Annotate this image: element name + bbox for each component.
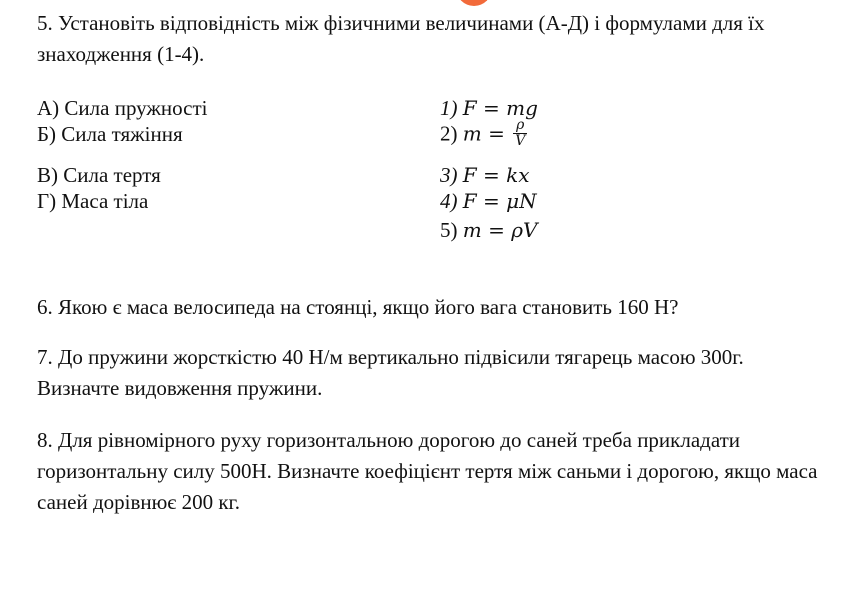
- formula-number: 1): [440, 96, 458, 120]
- question-7-text: 7. До пружини жорсткістю 40 Н/м вертикально підвісили тягарець масою 300г. Визначте видовження пружини.: [37, 345, 744, 400]
- formula-number: 4): [440, 189, 458, 213]
- formula-expression: m =: [462, 121, 512, 146]
- quantity-item: А) Сила пружності: [37, 96, 208, 120]
- quantity-item: Б) Сила тяжіння: [37, 122, 183, 146]
- formula-item: [440, 218, 537, 242]
- question-8-text: 8. Для рівномірного руху горизонтальною дорогою до саней треба прикладати горизонтальну силу 500Н. Визначте коефіцієнт тертя між саньми і дорогою, якщо маса саней дорівнює 200 кг.: [37, 428, 818, 514]
- formula-fraction: [513, 118, 527, 149]
- fraction-numerator: ρ: [513, 118, 527, 134]
- formula-number: 5): [440, 218, 458, 242]
- question-5-text: 5. Установіть відповідність між фізичними величинами (А-Д) і формулами для їх знаходження (1-4).: [37, 11, 765, 66]
- formula-item: [440, 117, 527, 151]
- formula-expression: F = kx: [462, 163, 530, 187]
- formula-expression: m = ρV: [462, 218, 538, 242]
- formula-number: 2): [440, 121, 458, 146]
- orange-arc-mark: [456, 0, 492, 6]
- quantity-item: Г) Маса тіла: [37, 189, 149, 213]
- formula-item: [440, 163, 530, 187]
- formula-expression: F = mg: [462, 96, 538, 120]
- formula-item: [440, 189, 537, 213]
- quantity-item: В) Сила тертя: [37, 163, 161, 187]
- formula-number: 3): [440, 163, 458, 187]
- question-6-text: 6. Якою є маса велосипеда на стоянці, якщо його вага становить 160 Н?: [37, 295, 679, 319]
- fraction-denominator: V: [515, 133, 526, 149]
- formula-expression: F = μN: [462, 189, 537, 213]
